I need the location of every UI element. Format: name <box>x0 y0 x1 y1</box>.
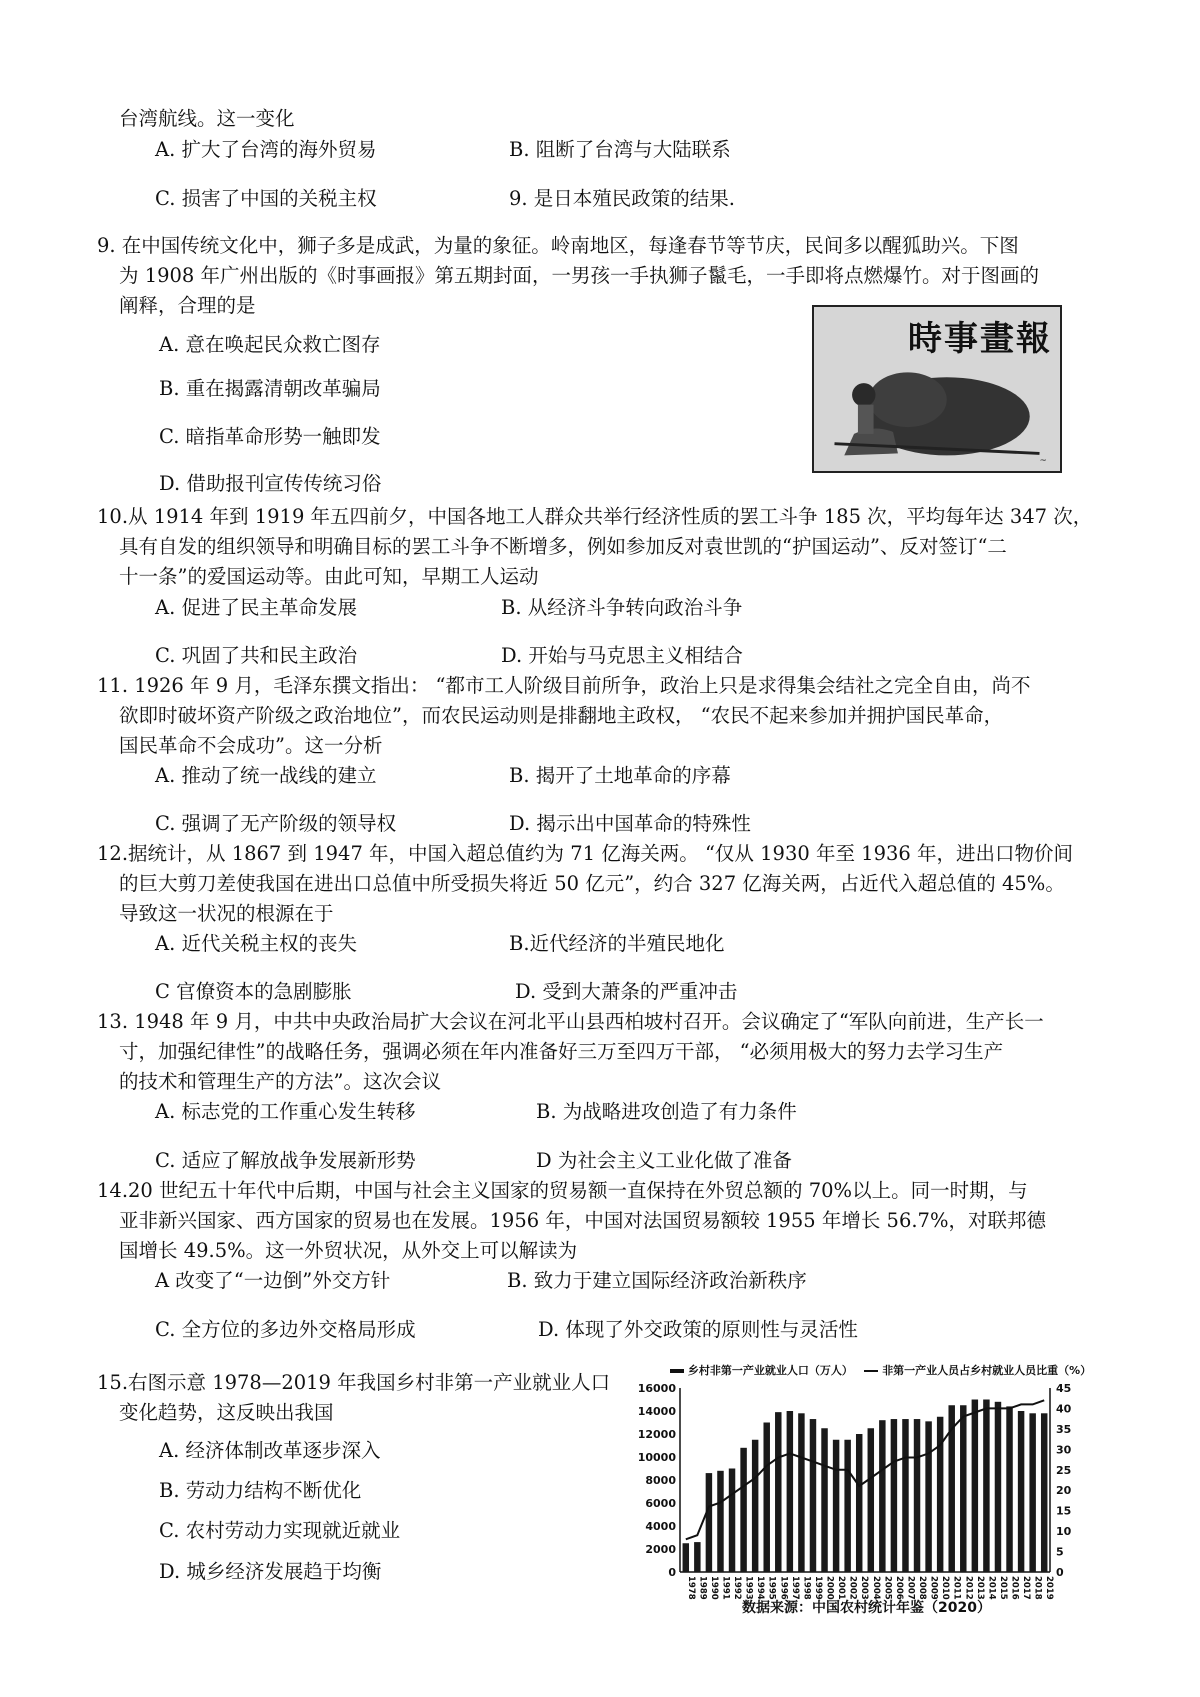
x-tick-label: 2014 <box>986 1576 997 1600</box>
bar-2019 <box>1041 1413 1047 1572</box>
q10-option-a: A. 促进了民主革命发展 <box>155 596 357 619</box>
bar-1999 <box>810 1419 816 1572</box>
x-tick-label: 1989 <box>697 1576 708 1600</box>
bar-1991 <box>717 1471 723 1572</box>
bar-2006 <box>891 1419 897 1572</box>
y-left-tick-label: 6000 <box>645 1497 676 1510</box>
y-left-tick-label: 12000 <box>637 1428 676 1441</box>
x-tick-label: 2013 <box>974 1576 985 1600</box>
q8-option-a: A. 扩大了台湾的海外贸易 <box>155 138 377 161</box>
bar-1990 <box>706 1473 712 1572</box>
q8-stem: 台湾航线。这一变化 <box>119 107 295 130</box>
x-tick-label: 2017 <box>1021 1576 1032 1600</box>
bar-2013 <box>972 1400 978 1573</box>
q9-option-c: C. 暗指革命形势一触即发 <box>159 425 381 448</box>
x-tick-label: 2015 <box>997 1576 1008 1600</box>
bar-1992 <box>729 1469 735 1573</box>
x-tick-label: 1998 <box>801 1576 812 1600</box>
q10-stem-line3: 十一条”的爱国运动等。由此可知，早期工人运动 <box>119 565 539 588</box>
q15-option-d: D. 城乡经济发展趋于均衡 <box>159 1560 382 1583</box>
q15-stem-line2: 变化趋势，这反映出我国 <box>119 1401 334 1424</box>
x-tick-label: 2012 <box>963 1576 974 1600</box>
bar-1994 <box>752 1440 758 1572</box>
q10-stem-line2: 具有自发的组织领导和明确目标的罢工斗争不断增多，例如参加反对袁世凯的“护国运动”、反对签订“二 <box>119 535 1007 558</box>
x-tick-label: 2016 <box>1009 1576 1020 1600</box>
y-right-tick-label: 40 <box>1056 1402 1072 1416</box>
y-right-tick-label: 35 <box>1056 1422 1072 1436</box>
q11-stem-line2: 欲即时破坏资产阶级之政治地位”，而农民运动则是排翻地主政权， “农民不起来参加并拥护国民革命， <box>119 704 1004 727</box>
x-tick-label: 2008 <box>917 1576 928 1600</box>
y-left-tick-label: 2000 <box>645 1543 676 1556</box>
q8-option-b: B. 阻断了台湾与大陆联系 <box>509 138 731 161</box>
employment-chart <box>620 1360 1088 1620</box>
x-tick-label: 2011 <box>951 1576 962 1600</box>
y-right-tick-label: 10 <box>1056 1525 1072 1539</box>
q11-option-c: C. 强调了无产阶级的领导权 <box>155 812 397 835</box>
y-right-tick-label: 25 <box>1056 1463 1072 1477</box>
bar-1996 <box>775 1412 781 1572</box>
x-tick-label: 1995 <box>766 1576 777 1600</box>
q13-option-a: A. 标志党的工作重心发生转移 <box>155 1100 416 1123</box>
bar-2005 <box>879 1420 885 1572</box>
q13-stem-line1: 13. 1948 年 9 月，中共中央政治局扩大会议在河北平山县西柏坡村召开。会议确定了“军队向前进，生产长一 <box>97 1010 1044 1033</box>
svg-text:~: ~ <box>1039 456 1047 467</box>
q10-option-b: B. 从经济斗争转向政治斗争 <box>501 596 743 619</box>
x-tick-label: 1990 <box>708 1576 719 1600</box>
q13-option-c: C. 适应了解放战争发展新形势 <box>155 1149 416 1172</box>
q9-option-b: B. 重在揭露清朝改革骗局 <box>159 377 381 400</box>
q9-option-a: A. 意在唤起民众救亡图存 <box>159 333 381 356</box>
x-tick-label: 1997 <box>789 1576 800 1600</box>
q13-stem-line2: 寸，加强纪律性”的战略任务，强调必须在年内准备好三万至四万干部， “必须用极大的努力去学习生产 <box>119 1040 1004 1063</box>
x-tick-label: 2006 <box>893 1576 904 1600</box>
q14-option-c: C. 全方位的多边外交格局形成 <box>155 1318 416 1341</box>
q12-stem-line3: 导致这一状况的根源在于 <box>119 902 334 925</box>
y-right-tick-label: 20 <box>1056 1484 1072 1498</box>
y-right-tick-label: 30 <box>1056 1443 1072 1457</box>
q11-stem-line1: 11. 1926 年 9 月，毛泽东撰文指出： “都市工人阶级目前所争，政治上只是求得集会结社之完全自由，尚不 <box>97 674 1031 697</box>
newspaper-title: 時事畫報 <box>908 319 1052 359</box>
q10-option-c: C. 巩固了共和民主政治 <box>155 644 358 667</box>
bar-1997 <box>787 1411 793 1572</box>
bar-2018 <box>1029 1413 1035 1572</box>
y-left-tick-label: 14000 <box>637 1405 676 1418</box>
q9-stem-line3: 阐释，合理的是 <box>119 294 256 317</box>
q13-stem-line3: 的技术和管理生产的方法”。这次会议 <box>119 1070 441 1093</box>
x-tick-label: 2018 <box>1032 1576 1043 1600</box>
q9-stem-line1: 9. 在中国传统文化中，狮子多是成武，为量的象征。岭南地区，每逢春节等节庆，民间多以醒狐助兴。下图 <box>97 234 1019 257</box>
bar-2015 <box>995 1402 1001 1572</box>
q12-option-b: B.近代经济的半殖民地化 <box>509 932 725 955</box>
q11-option-a: A. 推动了统一战线的建立 <box>155 764 377 787</box>
bar-2010 <box>937 1417 943 1572</box>
x-tick-label: 2010 <box>940 1576 951 1600</box>
bar-1995 <box>763 1423 769 1573</box>
q12-option-a: A. 近代关税主权的丧失 <box>155 932 357 955</box>
legend-bar-label: 乡村非第一产业就业人口（万人） <box>687 1364 853 1377</box>
bar-2016 <box>1006 1406 1012 1572</box>
q9-option-d: D. 借助报刊宣传传统习俗 <box>159 472 382 495</box>
x-tick-label: 1991 <box>720 1576 731 1600</box>
bar-2000 <box>821 1428 827 1572</box>
q15-option-a: A. 经济体制改革逐步深入 <box>159 1439 381 1462</box>
q15-stem-line1: 15.右图示意 1978—2019 年我国乡村非第一产业就业人口 <box>97 1371 611 1394</box>
bar-2012 <box>960 1405 966 1572</box>
x-tick-label: 2009 <box>928 1576 939 1600</box>
bar-2008 <box>914 1419 920 1572</box>
y-left-tick-label: 8000 <box>645 1474 676 1487</box>
bar-2009 <box>925 1421 931 1572</box>
q14-option-d: D. 体现了外交政策的原则性与灵活性 <box>538 1318 858 1341</box>
y-left-tick-label: 16000 <box>637 1382 676 1395</box>
q13-option-b: B. 为战略进攻创造了有力条件 <box>536 1100 797 1123</box>
bar-1978 <box>683 1543 689 1572</box>
chart-svg <box>620 1360 1088 1620</box>
y-right-tick-label: 45 <box>1056 1382 1072 1395</box>
x-tick-label: 2019 <box>1044 1576 1055 1600</box>
x-tick-label: 1994 <box>755 1576 766 1600</box>
x-tick-label: 2003 <box>859 1576 870 1600</box>
bar-2001 <box>833 1440 839 1572</box>
y-right-tick-label: 15 <box>1056 1504 1072 1518</box>
x-tick-label: 2002 <box>847 1576 858 1600</box>
x-tick-label: 2004 <box>870 1576 881 1600</box>
q8-option-c: C. 损害了中国的关税主权 <box>155 187 377 210</box>
x-tick-label: 1978 <box>685 1576 696 1600</box>
q10-stem-line1: 10.从 1914 年到 1919 年五四前夕，中国各地工人群众共举行经济性质的罢工斗争 185 次，平均每年达 347 次， <box>97 505 1093 528</box>
bar-1998 <box>798 1413 804 1572</box>
bar-2014 <box>983 1400 989 1573</box>
x-tick-label: 1993 <box>743 1576 754 1600</box>
x-tick-label: 1996 <box>778 1576 789 1600</box>
ratio-line <box>686 1400 1044 1539</box>
y-right-tick-label: 0 <box>1056 1566 1064 1579</box>
x-tick-label: 2001 <box>836 1576 847 1600</box>
q12-option-d: D. 受到大萧条的严重冲击 <box>515 980 738 1003</box>
y-left-tick-label: 10000 <box>637 1451 676 1464</box>
q11-option-b: B. 揭开了土地革命的序幕 <box>509 764 731 787</box>
newspaper-cover-image <box>812 305 1062 473</box>
q10-option-d: D. 开始与马克思主义相结合 <box>501 644 743 667</box>
q14-stem-line3: 国增长 49.5%。这一外贸状况，从外交上可以解读为 <box>119 1239 578 1262</box>
x-tick-label: 2007 <box>905 1576 916 1600</box>
q15-option-b: B. 劳动力结构不断优化 <box>159 1479 362 1502</box>
x-tick-label: 1999 <box>812 1576 823 1600</box>
x-tick-label: 2000 <box>824 1576 835 1600</box>
y-left-tick-label: 4000 <box>645 1520 676 1533</box>
q9-stem-line2: 为 1908 年广州出版的《时事画报》第五期封面，一男孩一手执狮子鬣毛，一手即将点燃爆竹。对于图画的 <box>119 264 1040 287</box>
q15-option-c: C. 农村劳动力实现就近就业 <box>159 1519 401 1542</box>
q12-stem-line1: 12.据统计，从 1867 到 1947 年，中国入超总值约为 71 亿海关两。 “仅从 1930 年至 1936 年，进出口物价间 <box>97 842 1073 865</box>
q12-option-c: C 官僚资本的急剧膨胀 <box>155 980 352 1003</box>
bar-1989 <box>694 1542 700 1572</box>
q14-option-b: B. 致力于建立国际经济政治新秩序 <box>507 1269 807 1292</box>
q8-option-d: 9. 是日本殖民政策的结果. <box>509 187 736 210</box>
bar-2003 <box>856 1434 862 1572</box>
y-right-tick-label: 5 <box>1056 1545 1064 1559</box>
q14-stem-line2: 亚非新兴国家、西方国家的贸易也在发展。1956 年，中国对法国贸易额较 1955 年增长 56.7%，对联邦德 <box>119 1209 1046 1232</box>
bar-2007 <box>902 1419 908 1572</box>
q14-option-a: A 改变了“一边倒”外交方针 <box>155 1269 391 1292</box>
bar-2017 <box>1018 1411 1024 1572</box>
q14-stem-line1: 14.20 世纪五十年代中后期，中国与社会主义国家的贸易额一直保持在外贸总额的 70%以上。同一时期，与 <box>97 1179 1028 1202</box>
y-left-tick-label: 0 <box>668 1566 676 1579</box>
x-tick-label: 1992 <box>732 1576 743 1600</box>
chart-source: 数据来源：中国农村统计年鉴（2020） <box>742 1600 991 1616</box>
q12-stem-line2: 的巨大剪刀差使我国在进出口总值中所受损失将近 50 亿元”，约合 327 亿海关两，占近代入超总值的 45%。 <box>119 872 1065 895</box>
q13-option-d: D 为社会主义工业化做了准备 <box>536 1149 792 1172</box>
bar-2002 <box>844 1440 850 1572</box>
legend-line-label: 非第一产业人员占乡村就业人员比重（%） <box>882 1364 1092 1377</box>
q11-stem-line3: 国民革命不会成功”。这一分析 <box>119 734 383 757</box>
q11-option-d: D. 揭示出中国革命的特殊性 <box>509 812 751 835</box>
x-tick-label: 2005 <box>882 1576 893 1600</box>
bar-1993 <box>740 1448 746 1572</box>
bar-2004 <box>868 1428 874 1572</box>
